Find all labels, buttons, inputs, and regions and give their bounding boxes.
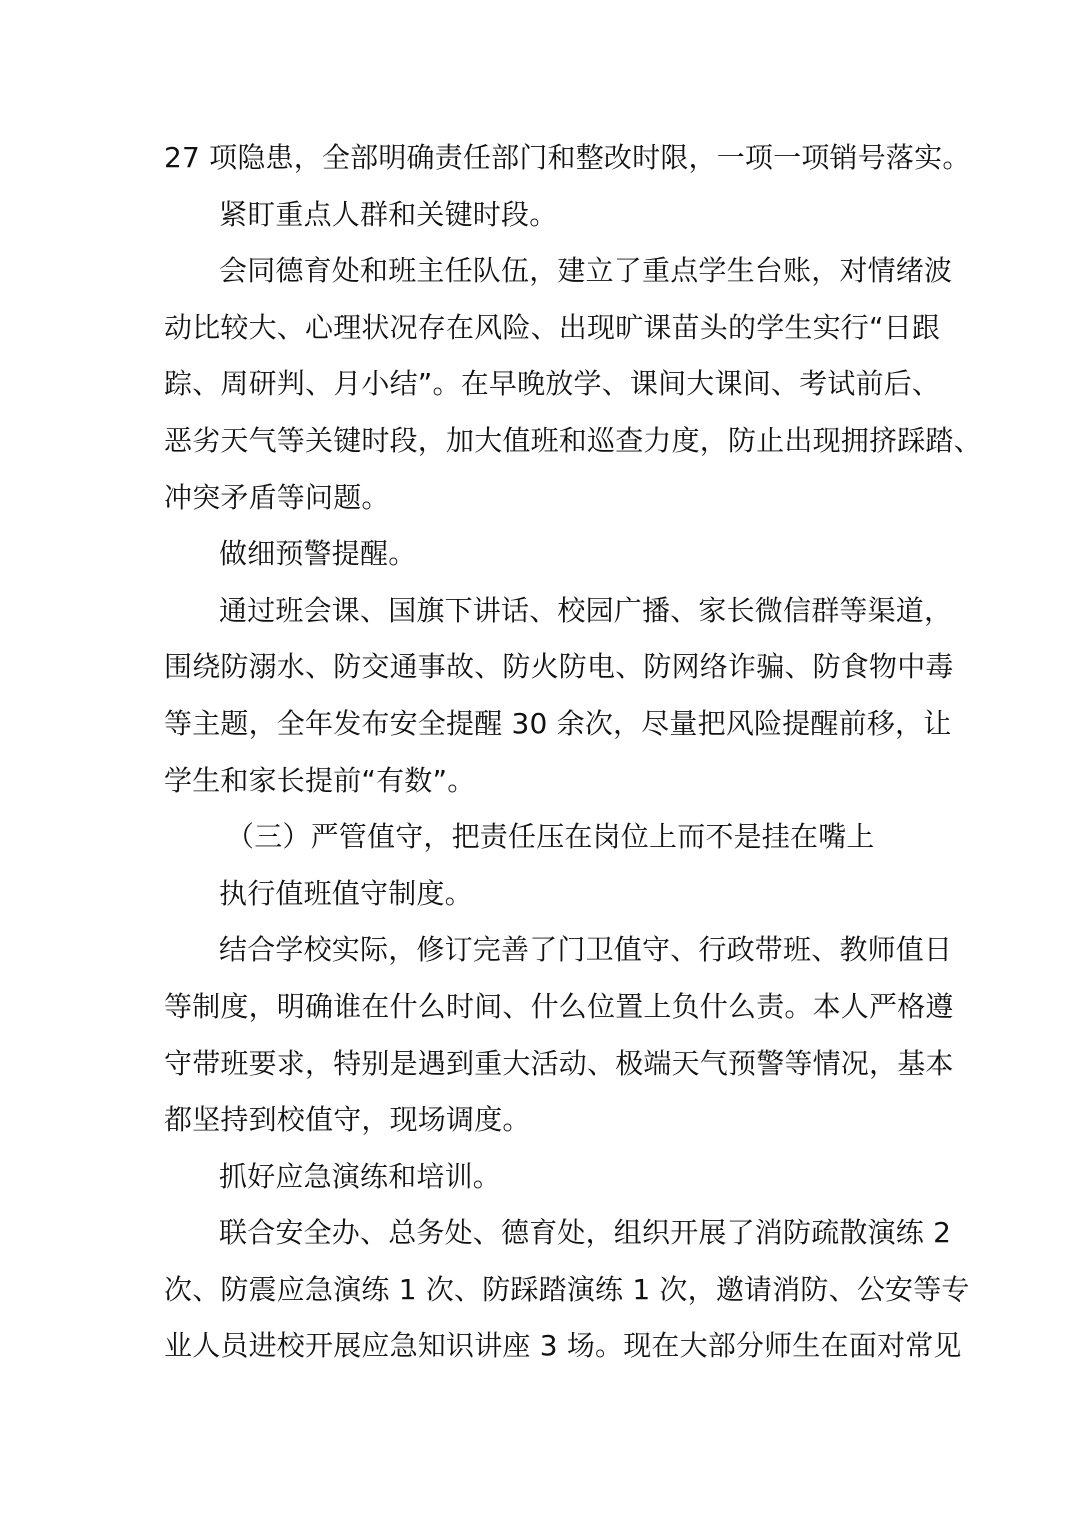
paragraph-line-12: 学生和家长提前“有数”。 (164, 763, 476, 797)
paragraph-line-6: 恶劣天气等关键时段，加大值班和巡查力度，防止出现拥挤踩踏、 (164, 423, 982, 457)
paragraph-line-20: 联合安全办、总务处、德育处，组织开展了消防疏散演练 2 (219, 1216, 952, 1250)
paragraph-line-22: 业人员进校开展应急知识讲座 3 场。现在大部分师生在面对常见 (164, 1329, 962, 1363)
paragraph-line-1: 27 项隐患，全部明确责任部门和整改时限，一项一项销号落实。 (164, 141, 971, 174)
paragraph-line-10: 围绕防溺水、防交通事故、防火防电、防网络诈骗、防食物中毒 (164, 650, 954, 684)
paragraph-line-15: 结合学校实际，修订完善了门卫值守、行政带班、教师值日 (219, 933, 953, 967)
paragraph-line-5: 踪、周研判、月小结”。在早晚放学、课间大课间、考试前后、 (164, 367, 941, 401)
paragraph-line-17: 守带班要求，特别是遇到重大活动、极端天气预警等情况，基本 (164, 1046, 954, 1080)
paragraph-line-11: 等主题，全年发布安全提醒 30 余次，尽量把风险提醒前移，让 (164, 706, 952, 740)
subheading-key-groups-times: 紧盯重点人群和关键时段。 (219, 197, 558, 231)
paragraph-line-7: 冲突矛盾等问题。 (164, 480, 390, 514)
section-heading-three: （三）严管值守，把责任压在岗位上而不是挂在嘴上 (226, 820, 875, 854)
subheading-drills-training: 抓好应急演练和培训。 (219, 1159, 502, 1193)
subheading-warning-reminders: 做细预警提醒。 (219, 537, 417, 571)
document-body (164, 130, 982, 1375)
paragraph-line-9: 通过班会课、国旗下讲话、校园广播、家长微信群等渠道， (219, 593, 953, 627)
paragraph-line-3: 会同德育处和班主任队伍，建立了重点学生台账，对情绪波 (219, 254, 953, 288)
paragraph-line-18: 都坚持到校值守，现场调度。 (164, 1103, 531, 1137)
paragraph-line-4: 动比较大、心理状况存在风险、出现旷课苗头的学生实行“日跟 (164, 310, 941, 344)
paragraph-line-21: 次、防震应急演练 1 次、防踩踏演练 1 次，邀请消防、公安等专 (164, 1272, 970, 1306)
subheading-duty-system: 执行值班值守制度。 (219, 876, 473, 910)
paragraph-line-16: 等制度，明确谁在什么时间、什么位置上负什么责。本人严格遵 (164, 989, 954, 1023)
